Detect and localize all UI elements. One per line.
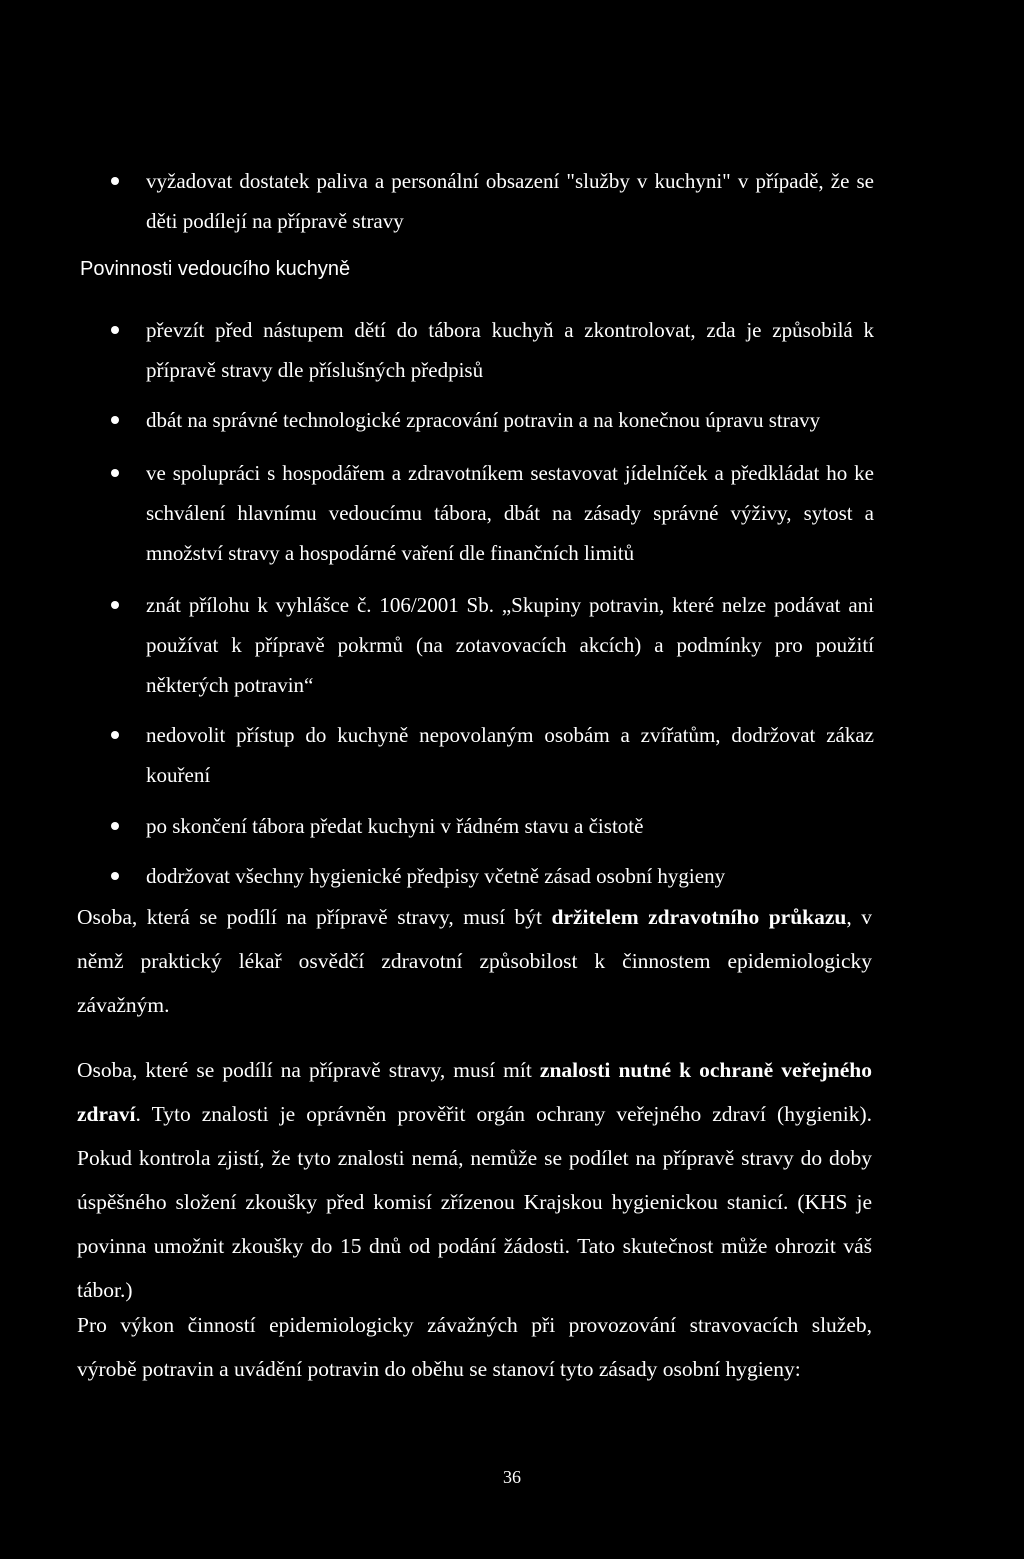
list-item [0, 161, 1024, 241]
paragraph-text: Pro výkon činností epidemiologicky závažných při provozování stravovacích služeb, výrobě potravin a uvádění potravin do oběhu se stanoví tyto zásady osobní hygieny: [77, 1313, 872, 1381]
list-item-text: po skončení tábora předat kuchyni v řádném stavu a čistotě [146, 814, 644, 838]
list-item-text: ve spolupráci s hospodářem a zdravotníkem sestavovat jídelníček a předkládat ho ke schválení hlavnímu vedoucímu tábora, dbát na zásady správné výživy, sytost a množství stravy a hospodárné vaření dle finančních limitů [146, 461, 874, 565]
paragraph-emphasis: znalosti nutné k ochraně veřejného zdraví [77, 1058, 872, 1126]
bullet-icon [111, 731, 119, 739]
bullet-icon [111, 416, 119, 424]
list-item-text: nedovolit přístup do kuchyně nepovolaným osobám a zvířatům, dodržovat zákaz kouření [146, 723, 874, 787]
bullet-list-duties [0, 310, 1024, 896]
bullet-icon [111, 326, 119, 334]
paragraph-text: Osoba, které se podílí na přípravě stravy, musí mít [77, 1058, 540, 1082]
paragraph-text: Osoba, která se podílí na přípravě stravy, musí být [77, 905, 552, 929]
bullet-icon [111, 872, 119, 880]
paragraph-health-card [77, 895, 872, 1027]
page-number: 36 [503, 1467, 521, 1487]
paragraph-text: . Tyto znalosti je oprávněn prověřit orgán ochrany veřejného zdraví (hygienik). Pokud kontrola zjistí, že tyto znalosti nemá, nemůže se podílet na přípravě stravy do doby úspěšného složení zkoušky před komisí zřízenou Krajskou hygienickou stanicí. (KHS je povinna umožnit zkoušky do 15 dnů od podání žádosti. Tato skutečnost může ohrozit váš tábor.) [77, 1102, 872, 1302]
list-item [0, 856, 1024, 896]
list-item [0, 310, 1024, 390]
bullet-icon [111, 177, 119, 185]
bullet-list-top [0, 161, 1024, 241]
bullet-icon [111, 469, 119, 477]
list-item [0, 400, 1024, 440]
list-item [0, 806, 1024, 846]
list-item-text: dodržovat všechny hygienické předpisy včetně zásad osobní hygieny [146, 864, 726, 888]
paragraph-knowledge [77, 1048, 872, 1312]
list-item [0, 453, 1024, 573]
section-heading: Povinnosti vedoucího kuchyně [80, 258, 351, 280]
list-item-text: dbát na správné technologické zpracování potravin a na konečnou úpravu stravy [146, 408, 821, 432]
list-item-text: převzít před nástupem dětí do tábora kuchyň a zkontrolovat, zda je způsobilá k přípravě stravy dle příslušných předpisů [146, 318, 874, 382]
bullet-icon [111, 822, 119, 830]
paragraph-emphasis: držitelem zdravotního průkazu [551, 905, 847, 929]
bullet-icon [111, 601, 119, 609]
list-item-text: vyžadovat dostatek paliva a personální obsazení "služby v kuchyni" v případě, že se děti podílejí na přípravě stravy [146, 169, 874, 233]
paragraph-text: , v němž praktický lékař osvědčí zdravotní způsobilost k činnostem epidemiologicky závažným. [77, 905, 873, 1017]
list-item-text: znát přílohu k vyhlášce č. 106/2001 Sb. „Skupiny potravin, které nelze podávat ani používat k přípravě pokrmů (na zotavovacích akcích) a podmínky pro použití některých potravin“ [146, 593, 874, 697]
list-item [0, 715, 1024, 795]
paragraph-hygiene-intro [77, 1303, 872, 1391]
list-item [0, 585, 1024, 705]
